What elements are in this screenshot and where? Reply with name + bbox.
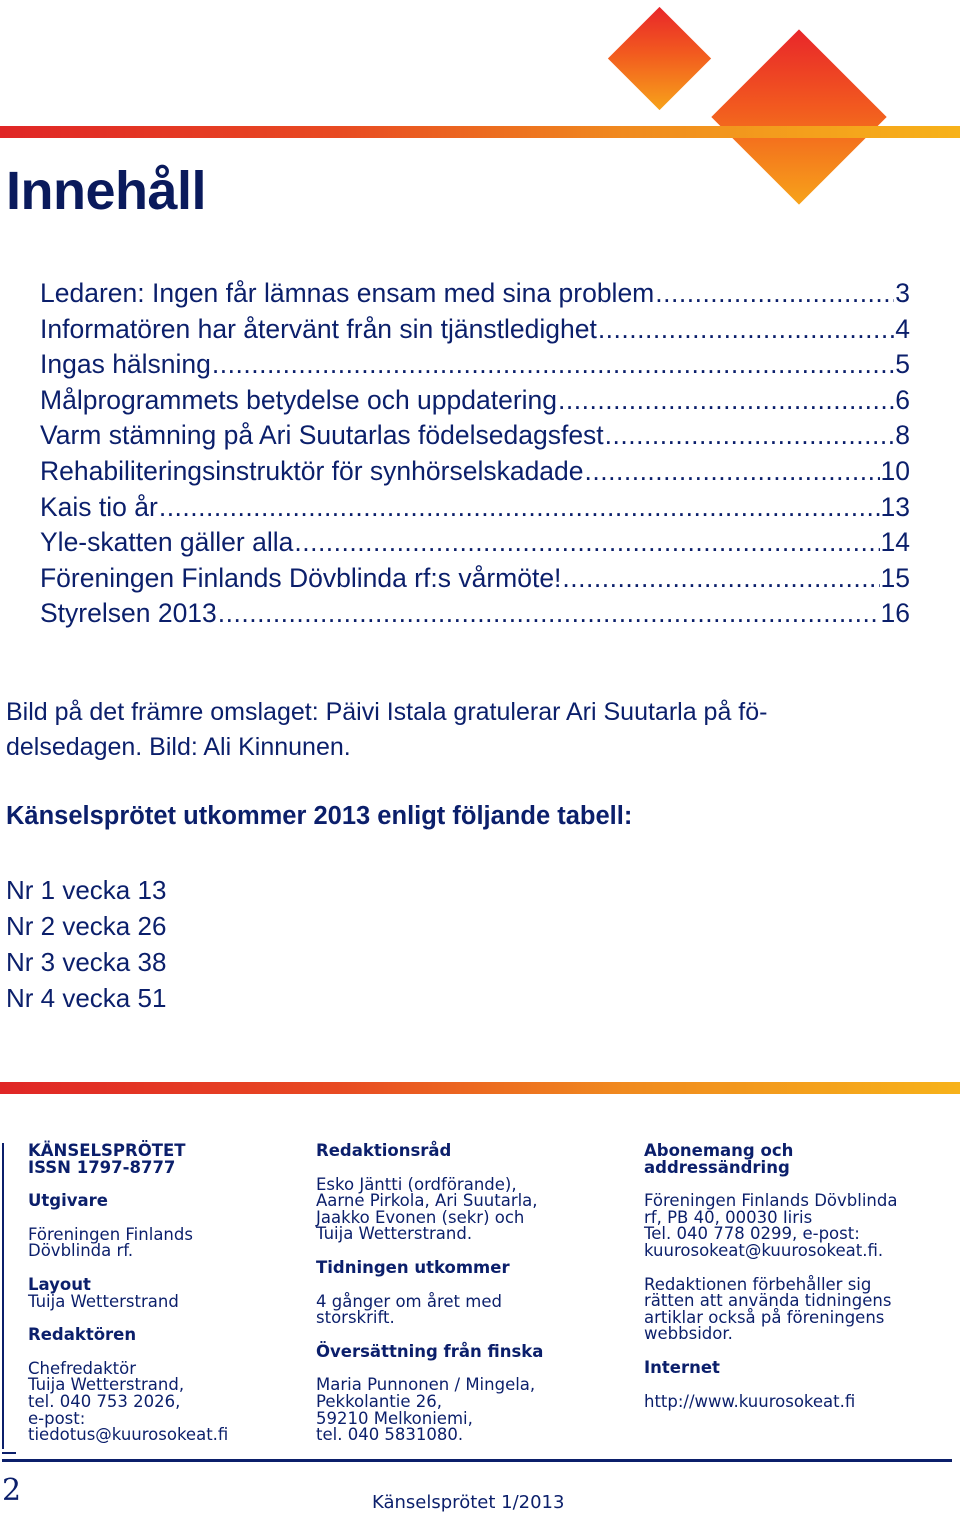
toc-title: Rehabiliteringsinstruktör för synhörselskadade <box>40 455 584 486</box>
schedule-item: Nr 1 vecka 13 <box>6 875 167 905</box>
bottom-color-stripe <box>0 1082 960 1094</box>
rights-line: webbsidor. <box>644 1324 733 1344</box>
toc-entry[interactable] <box>40 492 910 528</box>
publisher-name-block <box>28 1224 298 1261</box>
footer-horizontal-rule <box>2 1459 952 1462</box>
board-label-block <box>316 1143 616 1160</box>
publisher-label: Utgivare <box>28 1191 108 1211</box>
masthead <box>28 1143 298 1176</box>
schedule-item: Nr 3 vecka 38 <box>6 947 167 977</box>
toc-page: 6 <box>895 384 910 415</box>
toc-entry[interactable] <box>40 598 910 634</box>
subscription-email[interactable]: kuurosokeat@kuurosokeat.fi. <box>644 1240 884 1260</box>
editorial-email[interactable]: tiedotus@kuurosokeat.fi <box>28 1425 229 1445</box>
footer-rule-cap <box>2 1452 16 1454</box>
translation-label: Översättning från finska <box>316 1341 544 1361</box>
toc-title: Yle-skatten gäller alla <box>40 527 294 558</box>
toc-title: Ingas hälsning <box>40 349 211 380</box>
frequency-line: storskrift. <box>316 1308 395 1328</box>
colophon-column-publisher <box>28 1143 298 1461</box>
toc-title: Kais tio år <box>40 491 158 522</box>
toc-page: 8 <box>895 420 910 451</box>
rights-block <box>644 1274 944 1344</box>
decorative-diamond-large <box>711 29 886 204</box>
toc-leader <box>585 456 880 487</box>
toc-entry[interactable] <box>40 456 910 492</box>
toc-title: Målprogrammets betydelse och uppdatering <box>40 384 558 415</box>
toc-page: 4 <box>895 313 910 344</box>
subscription-label: addressändring <box>644 1157 790 1177</box>
publication-issue: Känselsprötet 1/2013 <box>372 1492 565 1513</box>
toc-page: 10 <box>880 455 910 486</box>
toc-entry[interactable] <box>40 349 910 385</box>
issn: ISSN 1797-8777 <box>28 1157 176 1177</box>
rights-line: rätten att använda tidningens <box>644 1291 892 1311</box>
editorial-label-block <box>28 1327 298 1344</box>
schedule-item: Nr 4 vecka 51 <box>6 983 167 1013</box>
magazine-name: KÄNSELSPRÖTET <box>28 1141 186 1160</box>
toc-leader <box>598 314 894 345</box>
board-label: Redaktionsråd <box>316 1141 452 1160</box>
toc-title: Varm stämning på Ari Suutarlas födelsedagsfest <box>40 420 604 451</box>
internet-label-block <box>644 1357 944 1377</box>
rights-line: Redaktionen förbehåller sig <box>644 1274 872 1294</box>
toc-entry[interactable] <box>40 563 910 599</box>
toc-leader <box>212 349 894 380</box>
frequency-label: Tidningen utkommer <box>316 1257 510 1277</box>
internet-label: Internet <box>644 1357 720 1377</box>
page-title: Innehåll <box>6 161 207 221</box>
toc-entry[interactable] <box>40 278 910 314</box>
publisher-line: Dövblinda rf. <box>28 1241 134 1261</box>
toc-leader <box>562 563 879 594</box>
translation-block <box>316 1377 616 1443</box>
toc-page: 5 <box>895 349 910 380</box>
table-of-contents <box>40 278 910 634</box>
subscription-block <box>644 1193 944 1259</box>
toc-title: Ledaren: Ingen får lämnas ensam med sina problem <box>40 278 655 308</box>
editorial-block <box>28 1358 298 1445</box>
subscription-line: rf, PB 40, 00030 Iiris <box>644 1207 813 1227</box>
editorial-line: tel. 040 753 2026, <box>28 1391 181 1411</box>
frequency-line: 4 gånger om året med <box>316 1291 502 1311</box>
toc-leader <box>558 385 894 416</box>
internet-block <box>644 1391 944 1411</box>
subscription-line: Tel. 040 778 0299, e-post: <box>644 1224 860 1244</box>
toc-leader <box>655 278 894 309</box>
website-link[interactable]: http://www.kuurosokeat.fi <box>644 1391 856 1411</box>
toc-title: Styrelsen 2013 <box>40 598 217 629</box>
publisher-line: Föreningen Finlands <box>28 1224 193 1244</box>
layout-block <box>28 1274 298 1311</box>
footer-vertical-rule <box>2 1143 4 1449</box>
toc-page: 16 <box>880 598 910 629</box>
board-line: Esko Jäntti (ordförande), <box>316 1174 517 1194</box>
board-line: Tuija Wetterstrand. <box>316 1224 473 1244</box>
toc-leader <box>218 598 880 629</box>
caption-line: Bild på det främre omslaget: Päivi Istala gratulerar Ari Suutarla på fö- <box>6 698 768 726</box>
toc-leader <box>605 420 895 451</box>
colophon-column-subscription <box>644 1143 944 1427</box>
page-number: 2 <box>2 1473 22 1508</box>
caption-line: delsedagen. Bild: Ali Kinnunen. <box>6 733 351 761</box>
schedule-item: Nr 2 vecka 26 <box>6 911 167 941</box>
toc-title: Informatören har återvänt från sin tjänstledighet <box>40 313 597 344</box>
toc-entry[interactable] <box>40 527 910 563</box>
toc-page: 15 <box>880 562 910 593</box>
translation-line: tel. 040 5831080. <box>316 1425 464 1445</box>
colophon-column-board <box>316 1143 616 1461</box>
toc-leader <box>294 527 879 558</box>
toc-entry[interactable] <box>40 420 910 456</box>
rights-line: artiklar också på föreningens <box>644 1307 885 1327</box>
editorial-label: Redaktören <box>28 1325 137 1345</box>
toc-entry[interactable] <box>40 314 910 350</box>
translation-label-block <box>316 1341 616 1361</box>
board-line: Aarne Pirkola, Ari Suutarla, <box>316 1191 538 1211</box>
toc-page: 3 <box>895 278 910 308</box>
translation-line: Maria Punnonen / Mingela, <box>316 1375 536 1395</box>
editorial-line: e-post: <box>28 1408 86 1428</box>
toc-page: 14 <box>880 527 910 558</box>
translation-line: 59210 Melkoniemi, <box>316 1408 473 1428</box>
top-color-stripe <box>0 126 960 138</box>
subscription-line: Föreningen Finlands Dövblinda <box>644 1191 898 1211</box>
frequency-label-block <box>316 1257 616 1277</box>
schedule-heading: Känselsprötet utkommer 2013 enligt följande tabell: <box>6 802 633 830</box>
layout-name: Tuija Wetterstrand <box>28 1291 179 1311</box>
publisher-block <box>28 1193 298 1210</box>
board-line: Jaakko Evonen (sekr) och <box>316 1207 525 1227</box>
subscription-label: Abonemang och <box>644 1141 794 1160</box>
layout-label: Layout <box>28 1274 91 1294</box>
translation-line: Pekkolantie 26, <box>316 1391 442 1411</box>
board-block <box>316 1174 616 1244</box>
subscription-label-block <box>644 1143 944 1176</box>
toc-entry[interactable] <box>40 385 910 421</box>
decorative-diamond-small <box>608 7 711 110</box>
editorial-line: Tuija Wetterstrand, <box>28 1375 185 1395</box>
publication-schedule <box>6 872 166 1016</box>
cover-photo-caption <box>6 695 926 765</box>
editorial-line: Chefredaktör <box>28 1358 136 1378</box>
toc-leader <box>159 492 880 523</box>
frequency-block <box>316 1291 616 1328</box>
toc-title: Föreningen Finlands Dövblinda rf:s vårmöte! <box>40 562 562 593</box>
toc-page: 13 <box>880 491 910 522</box>
